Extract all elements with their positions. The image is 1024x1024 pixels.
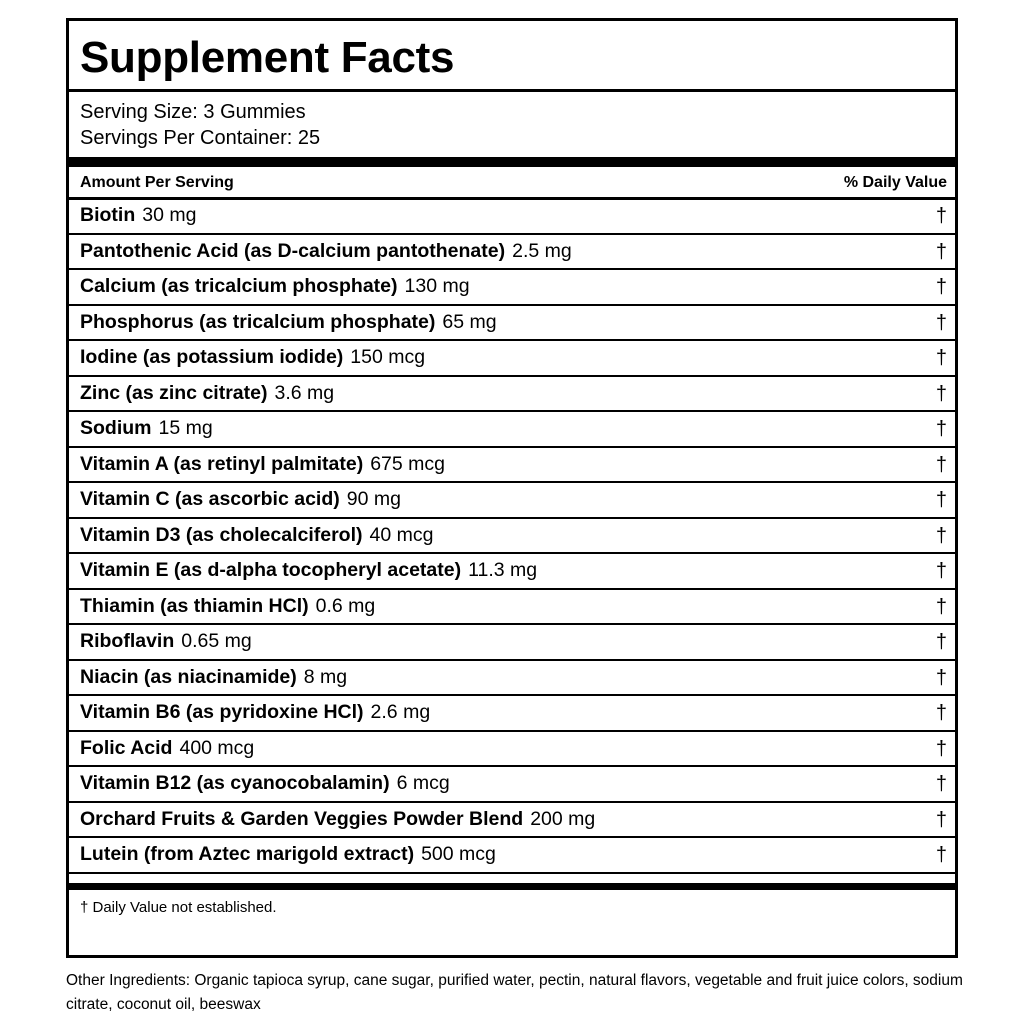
nutrient-daily-value: † — [935, 418, 947, 440]
other-ingredients: Other Ingredients: Organic tapioca syrup, cane sugar, purified water, pectin, natural flavors, vegetable and fruit juice colors, sodium citrate, coconut oil, beeswax — [66, 972, 963, 1013]
divider-thick-top — [69, 157, 955, 167]
footnote: † Daily Value not established. — [80, 899, 277, 916]
nutrient-amount: 500 mcg — [421, 843, 496, 865]
nutrient-name: Niacin (as niacinamide) — [80, 665, 297, 688]
nutrient-row — [69, 341, 955, 377]
nutrient-text — [80, 590, 375, 623]
nutrient-name: Vitamin C (as ascorbic acid) — [80, 488, 340, 510]
nutrient-row — [69, 377, 955, 413]
nutrient-amount: 3.6 mg — [274, 381, 335, 404]
nutrient-amount: 150 mcg — [350, 346, 426, 368]
nutrient-row — [69, 235, 955, 271]
divider-title — [69, 89, 955, 92]
nutrient-row — [69, 590, 955, 626]
nutrient-row — [69, 412, 955, 448]
nutrient-text — [80, 270, 470, 303]
nutrient-daily-value: † — [935, 808, 947, 831]
nutrient-daily-value: † — [935, 737, 947, 760]
nutrient-text — [80, 625, 252, 658]
nutrient-daily-value: † — [935, 240, 947, 263]
nutrient-text — [80, 199, 196, 232]
nutrient-name: Vitamin E (as d-alpha tocopheryl acetate) — [80, 559, 462, 581]
nutrient-text — [80, 696, 430, 729]
nutrient-amount: 0.6 mg — [315, 594, 376, 617]
column-header — [80, 171, 947, 195]
nutrient-amount: 130 mg — [404, 275, 470, 297]
servings-per-container: Servings Per Container: 25 — [80, 127, 321, 149]
nutrient-name: Thiamin (as thiamin HCl) — [80, 594, 309, 617]
nutrient-name: Vitamin B6 (as pyridoxine HCl) — [80, 701, 364, 723]
header-amount-per-serving: Amount Per Serving — [80, 174, 234, 191]
nutrient-amount: 15 mg — [158, 417, 213, 439]
nutrient-name: Riboflavin — [80, 630, 175, 652]
nutrient-text — [80, 235, 572, 268]
nutrient-row — [69, 270, 955, 306]
nutrient-daily-value: † — [935, 347, 947, 369]
nutrient-amount: 0.65 mg — [181, 630, 252, 652]
nutrient-daily-value: † — [935, 666, 947, 689]
nutrient-text — [80, 732, 254, 765]
nutrient-daily-value: † — [935, 702, 947, 724]
nutrient-amount: 11.3 mg — [468, 559, 538, 581]
nutrient-row — [69, 661, 955, 697]
nutrient-amount: 40 mcg — [369, 523, 434, 546]
nutrient-name: Orchard Fruits & Garden Veggies Powder Blend — [80, 807, 524, 830]
nutrient-amount: 8 mg — [303, 665, 348, 688]
nutrient-amount: 2.6 mg — [370, 701, 431, 723]
header-daily-value: % Daily Value — [843, 174, 947, 191]
nutrient-name: Sodium — [80, 417, 152, 439]
nutrient-name: Vitamin D3 (as cholecalciferol) — [80, 523, 363, 546]
serving-info — [80, 99, 320, 151]
divider-thick-bottom — [69, 883, 955, 890]
nutrient-amount: 90 mg — [346, 488, 401, 510]
nutrient-text — [80, 803, 595, 836]
nutrient-row — [69, 838, 955, 874]
nutrient-row — [69, 519, 955, 555]
nutrient-text — [80, 554, 537, 587]
nutrient-text — [80, 767, 450, 800]
nutrient-text — [80, 838, 496, 871]
nutrient-daily-value: † — [935, 453, 947, 476]
nutrient-text — [80, 377, 334, 410]
nutrient-amount: 400 mcg — [179, 736, 255, 759]
nutrient-amount: 200 mg — [530, 807, 596, 830]
nutrient-row — [69, 767, 955, 803]
nutrient-amount: 675 mcg — [370, 452, 445, 475]
nutrient-amount: 6 mcg — [396, 772, 450, 794]
nutrient-text — [80, 306, 497, 339]
nutrient-name: Vitamin B12 (as cyanocobalamin) — [80, 772, 390, 794]
nutrient-row — [69, 306, 955, 342]
nutrient-text — [80, 483, 401, 516]
nutrient-list — [69, 199, 955, 874]
nutrient-daily-value: † — [935, 595, 947, 618]
nutrient-name: Pantothenic Acid (as D-calcium pantothenate) — [80, 239, 506, 262]
nutrient-daily-value: † — [935, 524, 947, 547]
nutrient-amount: 65 mg — [442, 310, 497, 333]
nutrient-name: Zinc (as zinc citrate) — [80, 381, 268, 404]
nutrient-name: Vitamin A (as retinyl palmitate) — [80, 452, 364, 475]
nutrient-text — [80, 341, 425, 374]
supplement-facts-panel — [66, 18, 958, 958]
nutrient-row — [69, 732, 955, 768]
nutrient-name: Phosphorus (as tricalcium phosphate) — [80, 310, 436, 333]
nutrient-row — [69, 554, 955, 590]
nutrient-amount: 2.5 mg — [512, 239, 572, 262]
nutrient-row — [69, 803, 955, 839]
nutrient-daily-value: † — [935, 276, 947, 298]
nutrient-daily-value: † — [935, 489, 947, 511]
nutrient-name: Biotin — [80, 204, 136, 226]
nutrient-text — [80, 448, 445, 481]
nutrient-text — [80, 661, 347, 694]
nutrient-name: Folic Acid — [80, 736, 173, 759]
nutrient-name: Calcium (as tricalcium phosphate) — [80, 275, 398, 297]
nutrient-daily-value: † — [935, 773, 947, 795]
nutrient-row — [69, 483, 955, 519]
serving-size: Serving Size: 3 Gummies — [80, 101, 306, 123]
nutrient-amount: 30 mg — [142, 204, 197, 226]
nutrient-row — [69, 625, 955, 661]
nutrient-name: Lutein (from Aztec marigold extract) — [80, 843, 415, 865]
panel-title: Supplement Facts — [80, 33, 455, 82]
nutrient-daily-value: † — [935, 631, 947, 653]
nutrient-row — [69, 199, 955, 235]
nutrient-daily-value: † — [935, 382, 947, 405]
nutrient-daily-value: † — [935, 560, 947, 582]
nutrient-daily-value: † — [935, 844, 947, 866]
nutrient-name: Iodine (as potassium iodide) — [80, 346, 344, 368]
nutrient-daily-value: † — [935, 205, 947, 227]
nutrient-row — [69, 448, 955, 484]
nutrient-text — [80, 412, 213, 445]
nutrient-row — [69, 696, 955, 732]
nutrient-text — [80, 519, 433, 552]
nutrient-daily-value: † — [935, 311, 947, 334]
